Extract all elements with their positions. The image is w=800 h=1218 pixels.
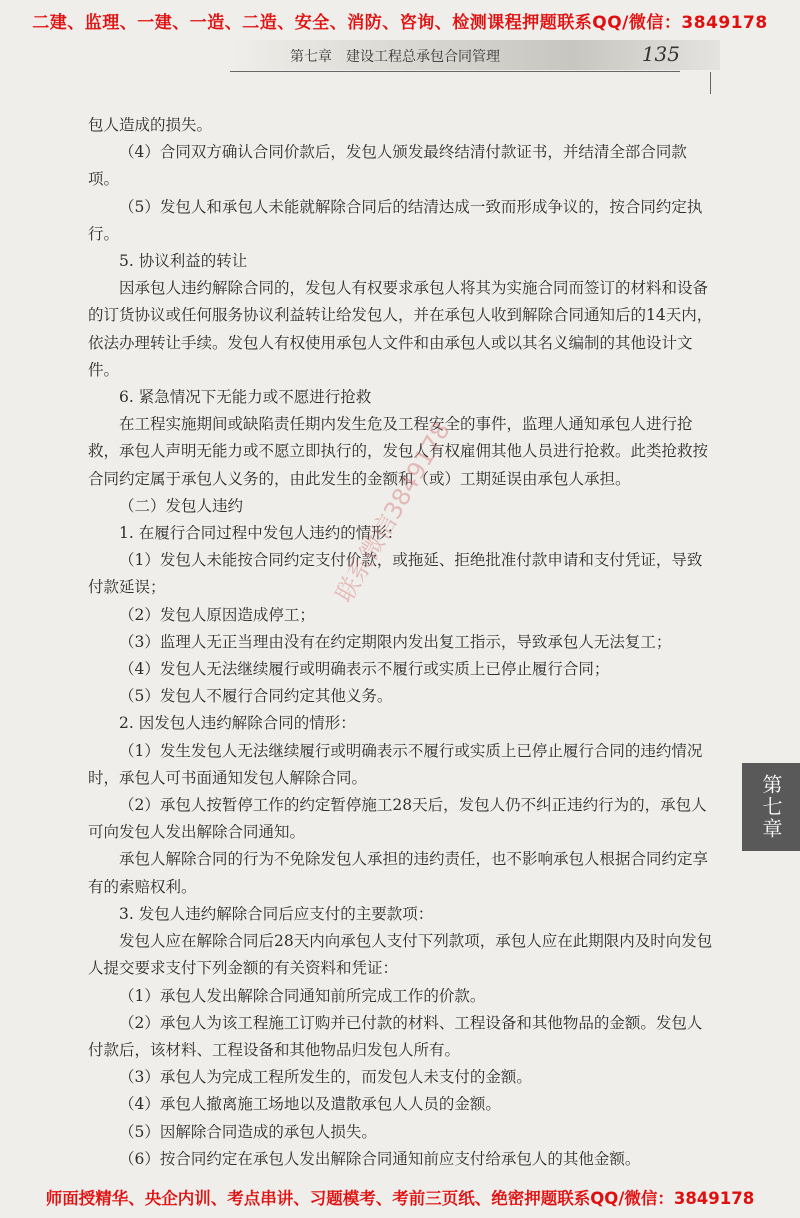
list-item: （3）承包人为完成工程所发生的，而发包人未支付的金额。	[119, 1068, 532, 1087]
section-heading: 2. 因发包人违约解除合同的情形：	[119, 714, 356, 733]
section-heading: （二）发包人违约	[119, 496, 244, 515]
paragraph: 在工程实施期间或缺陷责任期内发生危及工程安全的事件，监理人通知承包人进行抢救，承包人声明无能力或不愿立即执行的，发包人有权雇佣其他人员进行抢救。此类抢救按合同约定属于承包人义务的，由此发生的金额和（或）工期延误由承包人承担。	[88, 415, 709, 488]
bottom-banner: 师面授精华、央企内训、考点串讲、习题模考、考前三页纸、绝密押题联系QQ/微信：3849178	[45, 1189, 755, 1208]
list-item: （1）发生发包人无法继续履行或明确表示不履行或实质上已停止履行合同的违约情况时，承包人可书面通知发包人解除合同。	[88, 741, 703, 787]
section-heading: 3. 发包人违约解除合同后应支付的主要款项：	[119, 904, 434, 923]
list-item: （2）承包人按暂停工作的约定暂停施工28天后，发包人仍不纠正违约行为的，承包人可向发包人发出解除合同通知。	[88, 796, 707, 842]
chapter-tab: 第七章	[742, 763, 800, 851]
paragraph: （5）发包人和承包人未能就解除合同后的结清达成一致而形成争议的，按合同约定执行。	[88, 197, 703, 243]
list-item: （1）承包人发出解除合同通知前所完成工作的价款。	[119, 986, 486, 1005]
list-item: （6）按合同约定在承包人发出解除合同通知前应支付给承包人的其他金额。	[119, 1149, 641, 1168]
body-text	[88, 112, 713, 1173]
page-number: 135	[641, 42, 680, 66]
list-item: （5）因解除合同造成的承包人损失。	[119, 1122, 377, 1141]
list-item: （3）监理人无正当理由没有在约定期限内发出复工指示，导致承包人无法复工；	[119, 632, 672, 651]
section-heading: 6. 紧急情况下无能力或不愿进行抢救	[119, 388, 372, 407]
list-item: （2）发包人原因造成停工；	[119, 605, 315, 624]
list-item: （4）承包人撤离施工场地以及遣散承包人人员的金额。	[119, 1095, 501, 1114]
list-item: （5）发包人不履行合同约定其他义务。	[119, 687, 393, 706]
section-heading: 5. 协议利益的转让	[119, 252, 248, 271]
header-rule-vertical	[710, 72, 711, 94]
list-item: （2）承包人为该工程施工订购并已付款的材料、工程设备和其他物品的金额。发包人付款后，该材料、工程设备和其他物品归发包人所有。	[88, 1013, 703, 1059]
top-banner: 二建、监理、一建、一造、二造、安全、消防、咨询、检测课程押题联系QQ/微信：3849178	[32, 13, 768, 33]
paragraph: （4）合同双方确认合同价款后，发包人颁发最终结清付款证书，并结清全部合同款项。	[88, 143, 687, 189]
list-item: （1）发包人未能按合同约定支付价款，或拖延、拒绝批准付款申请和支付凭证，导致付款延误；	[88, 551, 703, 597]
paragraph: 因承包人违约解除合同的，发包人有权要求承包人将其为实施合同而签订的材料和设备的订货协议或任何服务协议利益转让给发包人，并在承包人收到解除合同通知后的14天内，依法办理转让手续。发包人有权使用承包人文件和由承包人或以其名义编制的其他设计文件。	[88, 279, 713, 379]
watermark: 联系微信3849178	[330, 417, 456, 607]
list-item: （4）发包人无法继续履行或明确表示不履行或实质上已停止履行合同；	[119, 660, 610, 679]
chapter-title: 第七章 建设工程总承包合同管理	[290, 49, 500, 65]
paragraph: 包人造成的损失。	[88, 116, 213, 134]
header-rule	[230, 71, 680, 72]
paragraph: 承包人解除合同的行为不免除发包人承担的违约责任，也不影响承包人根据合同约定享有的索赔权利。	[88, 850, 709, 896]
paragraph: 发包人应在解除合同后28天内向承包人支付下列款项，承包人应在此期限内及时向发包人提交要求支付下列金额的有关资料和凭证：	[88, 932, 713, 978]
section-heading: 1. 在履行合同过程中发包人违约的情形：	[119, 524, 403, 543]
page-header	[230, 40, 720, 70]
